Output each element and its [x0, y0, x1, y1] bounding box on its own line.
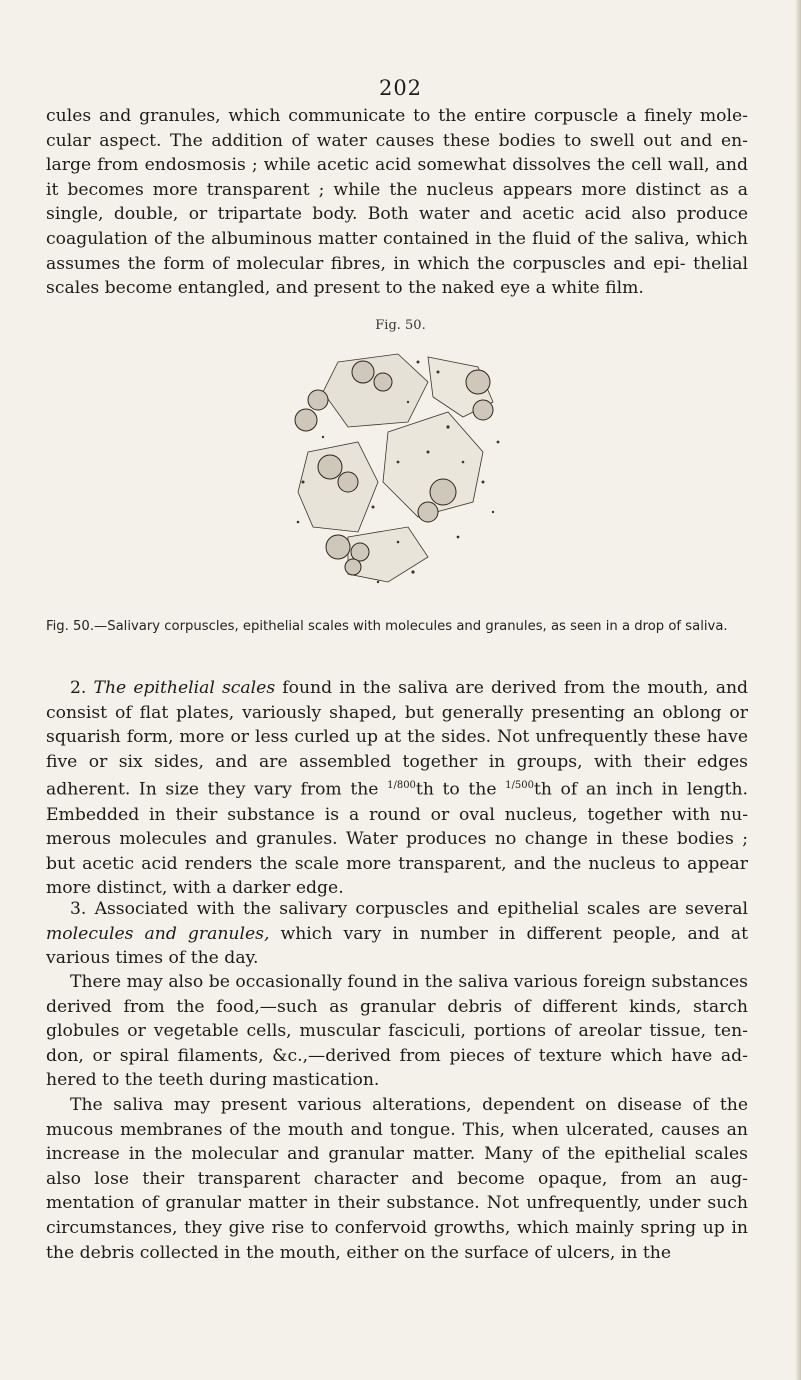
corpuscle [352, 361, 374, 383]
epithelial-scale [383, 412, 483, 517]
section-3-text: Associated with the salivary corpuscles and epithelial scales are several [86, 899, 748, 919]
section-3-heading: molecules and granules, [46, 923, 270, 944]
corpuscle [338, 472, 358, 492]
corpuscle [374, 373, 392, 391]
section-3-number: 3. [70, 899, 87, 919]
figure-illustration [278, 342, 518, 592]
paragraph-top: cules and granules, which communicate to the entire corpuscle a finely mole- cular aspect. The addition of water causes these bodies to swell out and en- large from endosmosis ; while acetic acid somewhat dissolves the cell wall, and it becomes more transparent ; while the nucleus appears more distinct as a single, double, or tripartate body. Both water and acetic acid also produce coagulation of the albuminous matter contained in the fluid of the saliva, which assumes the form of molecular fibres, in which the corpuscles and epi- thelial scales become entangled, and present to the naked eye a white film. [46, 106, 748, 299]
corpuscle [318, 455, 342, 479]
section-2-heading: The epithelial scales [93, 678, 276, 698]
section-2-number: 2. [70, 678, 87, 698]
section-2-text: found in the saliva are derived from the mouth, and consist of flat plates, variously shaped, but generally presenting an oblong or squarish form, more or less curled up at the sides. Not unfrequently these have five or six sides, and are assembled together in groups, with their edges adherent. In size they vary from the [46, 678, 749, 801]
section-3-paragraph [46, 897, 748, 971]
section-2-paragraph [46, 676, 748, 901]
paragraph-alterations: The saliva may present various alterations, dependent on disease of the mucous membranes of the mouth and tongue. This, when ulcerated, causes an increase in the molecular and granular matter. Many of the epithelial scales also lose their transparent character and become opaque, from an aug- mentation of granular matter in their substance. Not unfrequently, under such circumstances, they give rise to confervoid growths, which mainly spring up in the debris collected in the mouth, either on the surface of ulcers, in the [46, 1095, 748, 1263]
corpuscle [295, 409, 317, 431]
corpuscle [430, 479, 456, 505]
figure-caption: Fig. 50.—Salivary corpuscles, epithelial scales with molecules and granules, as seen in a drop of saliva. [46, 619, 728, 634]
epithelial-scale [298, 442, 378, 532]
fraction-1-800: 1/800 [387, 780, 416, 792]
corpuscle [473, 400, 493, 420]
paragraph-foreign-substances: There may also be occasionally found in the saliva various foreign substances derived from the food,—such as granular debris of different kinds, starch globules or vegetable cells, muscular fasciculi, portions of areolar tissue, ten- don, or spiral filaments, &c.,—derived from pieces of texture which have ad- hered to the teeth during mastication. [46, 972, 748, 1091]
corpuscle [345, 559, 361, 575]
corpuscle [418, 502, 438, 522]
fraction-1-500: 1/500 [505, 780, 534, 792]
corpuscle [351, 543, 369, 561]
figure-label: Fig. 50. [375, 318, 426, 333]
section-2-text: th to the [415, 780, 506, 801]
section-2-text: th of an inch in length. Embedded in their substance is a round or oval nucleus, together with nu- merous molecules and granules. Water produces no change in these bodies ; but acetic acid renders the scale more transparent, and the nucleus to appear more distinct, with a darker edge. [46, 780, 748, 899]
corpuscle [466, 370, 490, 394]
section-3-text: which vary in number in different people, and at various times of the day. [46, 923, 748, 969]
page-number: 202 [378, 76, 423, 100]
corpuscle [326, 535, 350, 559]
page-edge-shadow [795, 0, 801, 1380]
corpuscle [308, 390, 328, 410]
epithelial-scale [323, 354, 428, 427]
